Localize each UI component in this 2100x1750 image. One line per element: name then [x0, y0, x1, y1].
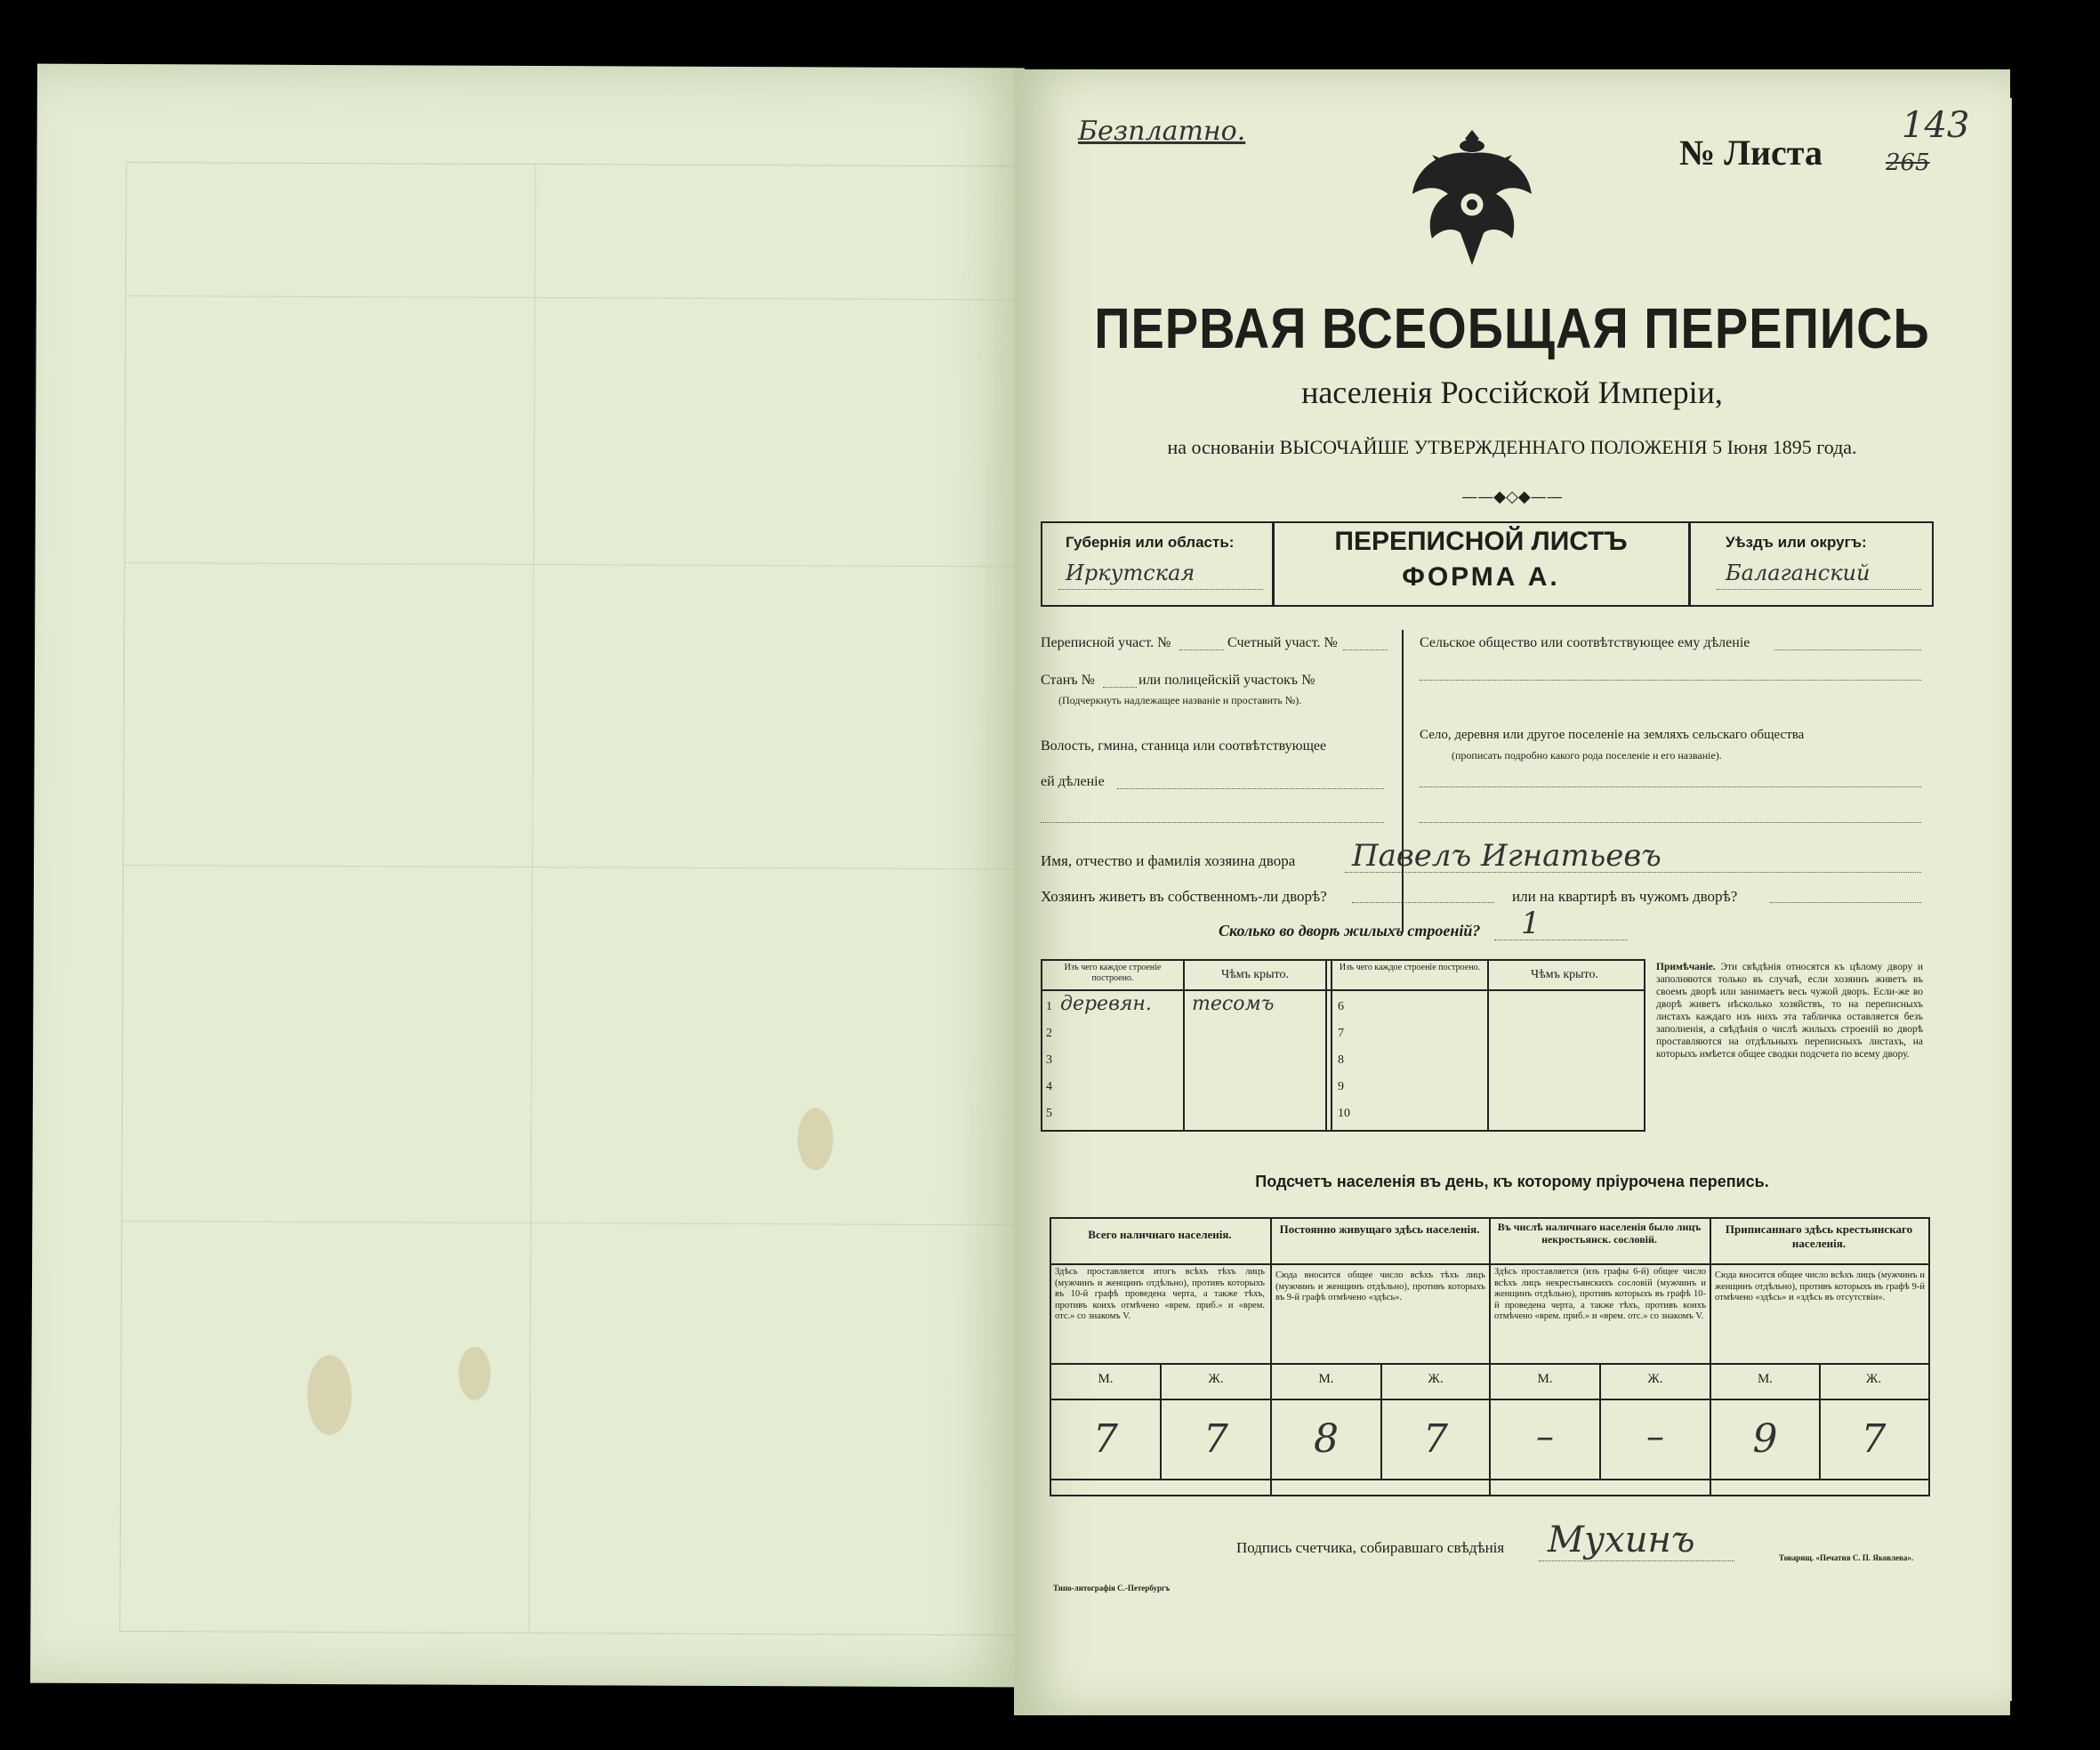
building-row-number: 9: [1338, 1080, 1344, 1093]
gubernia-label: Губернія или область:: [1066, 534, 1235, 551]
summary-header-present: Всего наличнаго населенія.: [1088, 1228, 1232, 1241]
form-title: ПЕРВАЯ ВСЕОБЩАЯ ПЕРЕПИСЬ: [1094, 295, 1930, 360]
owner-name-value: Павелъ Игнатьевъ: [1352, 838, 1661, 874]
summary-header-peasant: Приписаннаго здѣсь крестьянскаго населенія.: [1725, 1222, 1913, 1250]
building-row-number: 6: [1338, 1000, 1344, 1013]
non-peasant-female-value: –: [1646, 1416, 1664, 1457]
col-m: М.: [1098, 1372, 1114, 1386]
building-row-number: 4: [1046, 1080, 1052, 1093]
buildings-count-label: Сколько во дворѣ жилыхъ строеній?: [1219, 922, 1481, 940]
free-label: Безплатно.: [1078, 116, 1246, 147]
left-page: [30, 64, 1025, 1688]
permanent-female-value: 7: [1423, 1416, 1448, 1462]
underline-note: (Подчеркнуть надлежащее названіе и проставить №).: [1058, 694, 1302, 706]
peasant-female-value: 7: [1861, 1416, 1887, 1462]
summary-desc-permanent: Сюда вносится общее число всѣхъ тѣхъ лицъ (мужчинъ и женщинъ отдѣльно), противъ которыхъ въ 9-й графѣ отмѣчено «здѣсь».: [1275, 1270, 1485, 1302]
buildings-col-roof: Чѣмъ крыто.: [1221, 968, 1289, 981]
form-type: ФОРМА А.: [1402, 562, 1560, 592]
col-m: М.: [1757, 1372, 1774, 1386]
rents-yard-label: или на квартирѣ въ чужомъ дворѣ?: [1512, 888, 1738, 905]
col-zh: Ж.: [1208, 1372, 1224, 1386]
signature-value: Мухинъ: [1548, 1520, 1695, 1560]
uezd-label: Уѣздъ или округъ:: [1726, 534, 1867, 551]
summary-header-non-peasant: Въ числѣ наличнаго населенія было лицъ некростьянск. сословій.: [1497, 1221, 1702, 1246]
buildings-count-value: 1: [1521, 906, 1541, 941]
paper-stain: [307, 1355, 351, 1435]
owns-yard-label: Хозяинъ живетъ въ собственномъ-ли дворѣ?: [1041, 888, 1327, 905]
present-female-value: 7: [1203, 1416, 1228, 1462]
selskoe-obschestvo-label: Сельское общество или соотвѣтствующее ему дѣленіе: [1420, 635, 1750, 650]
building-1-material: деревян.: [1060, 993, 1152, 1015]
building-row-number: 7: [1338, 1027, 1344, 1040]
building-1-roof: тесомъ: [1192, 993, 1275, 1015]
building-row-number: 2: [1046, 1027, 1052, 1040]
non-peasant-male-value: –: [1536, 1416, 1554, 1457]
form-sheet-title: ПЕРЕПИСНОЙ ЛИСТЪ: [1334, 527, 1628, 556]
summary-desc-non-peasant: Здѣсь проставляется (изъ графы 6-й) общее число всѣхъ лицъ некрестьянскихъ сословій (мужчинъ и женщинъ отдѣльно), противъ которыхъ въ графѣ 10-й проведена черта, а также тѣхъ, противъ коихъ отмѣчено «врем. приб.» и «врем. отс.» со знакомъ V.: [1494, 1267, 1706, 1321]
volost-division-label: ей дѣленіе: [1041, 774, 1105, 789]
owner-name-label: Имя, отчество и фамилія хозяина двора: [1041, 852, 1296, 869]
stan-label: Станъ №: [1041, 673, 1095, 688]
left-page-bleedthrough: [119, 162, 1026, 1635]
uezd-value: Балаганский: [1726, 560, 1871, 585]
imperial-eagle-icon: [1405, 123, 1539, 274]
gubernia-value: Иркутская: [1066, 560, 1195, 585]
permanent-male-value: 8: [1314, 1416, 1339, 1462]
sheet-number-handwritten: 143: [1902, 105, 1970, 146]
printer-left: Типо-литографія С.-Петербургъ: [1053, 1584, 1171, 1593]
building-row-number: 8: [1338, 1053, 1344, 1067]
selo-label: Село, деревня или другое поселеніе на земляхъ сельскаго общества: [1420, 728, 1805, 742]
form-basis: на основаніи ВЫСОЧАЙШЕ УТВЕРЖДЕННАГО ПОЛОЖЕНІЯ 5 Іюня 1895 года.: [1167, 436, 1857, 458]
note-block: [1656, 961, 1923, 1060]
summary-desc-peasant: Сюда вносится общее число всѣхъ лицъ (мужчинъ и женщинъ отдѣльно), противъ которыхъ въ графѣ 9-й отмѣчено «здѣсь» и «здѣсь въ отсутствіи».: [1715, 1270, 1925, 1302]
police-uchastok-label: или полицейскій участокъ №: [1139, 673, 1316, 688]
paper-stain: [798, 1108, 833, 1170]
printer-right: Товарищ. «Печатня С. П. Яковлева».: [1779, 1553, 1914, 1562]
summary-header-permanent: Постоянно живущаго здѣсь населенія.: [1279, 1222, 1480, 1236]
perepisnoi-uchastok-label: Переписной участ. №: [1041, 635, 1171, 650]
buildings-table: [1041, 959, 1645, 1132]
peasant-male-value: 9: [1752, 1416, 1778, 1462]
signature-label: Подпись счетчика, собиравшаго свѣдѣнія: [1236, 1539, 1505, 1556]
col-m: М.: [1318, 1372, 1334, 1386]
ornament-divider: ——◆◇◆——: [1461, 488, 1563, 506]
selo-note: (прописать подробно какого рода поселеніе и его названіе).: [1452, 749, 1722, 762]
buildings-col-material-2: Изъ чего каждое строеніе построено.: [1339, 963, 1481, 972]
buildings-col-material: Изъ чего каждое строеніе построено.: [1064, 963, 1162, 983]
form-subtitle: населенія Россійской Имперіи,: [1301, 375, 1723, 410]
col-zh: Ж.: [1428, 1372, 1444, 1386]
building-row-number: 3: [1046, 1053, 1052, 1067]
note-title: Примѣчаніе.: [1656, 962, 1716, 972]
building-row-number: 5: [1046, 1107, 1052, 1120]
summary-desc-present: Здѣсь проставляется итогъ всѣхъ тѣхъ лицъ (мужчинъ и женщинъ отдѣльно), противъ которыхъ въ 10-й графѣ проведена черта, а также тѣхъ, противъ коихъ отмѣчено «врем. приб.» и «врем. отс.» со знакомъ V.: [1055, 1267, 1265, 1321]
present-male-value: 7: [1093, 1416, 1118, 1462]
building-row-number: 10: [1338, 1107, 1350, 1120]
buildings-col-roof-2: Чѣмъ крыто.: [1531, 968, 1598, 981]
paper-stain: [458, 1347, 490, 1400]
volost-label: Волость, гмина, станица или соотвѣтствующее: [1041, 738, 1327, 754]
census-form-page: [1014, 69, 2010, 1715]
sheet-number-struck: 265: [1886, 149, 1930, 176]
note-text: Эти свѣдѣнія относятся къ цѣлому двору и заполняются только въ случаѣ, если хозяинъ живетъ въ своемъ дворѣ или занимаетъ весь чужой дворъ. Если-же во дворѣ живетъ нѣсколько хозяйствъ, то на переписныхъ листахъ каждаго изъ нихъ эта табличка оставляется безъ заполненія, а свѣдѣнія о числѣ жилыхъ строеній во дворѣ проставляются на отдѣльныхъ переписныхъ листахъ, на которыхъ имѣется общее сводки подсчета по всему двору.: [1656, 962, 1924, 1060]
col-zh: Ж.: [1647, 1372, 1663, 1386]
summary-title: Подсчетъ населенія въ день, къ которому пріурочена перепись.: [1255, 1173, 1769, 1190]
schetny-uchastok-label: Счетный участ. №: [1227, 635, 1338, 650]
sheet-label: № Листа: [1679, 133, 1822, 173]
col-zh: Ж.: [1865, 1372, 1882, 1386]
col-m: М.: [1537, 1372, 1553, 1386]
building-row-number: 1: [1046, 1000, 1052, 1013]
